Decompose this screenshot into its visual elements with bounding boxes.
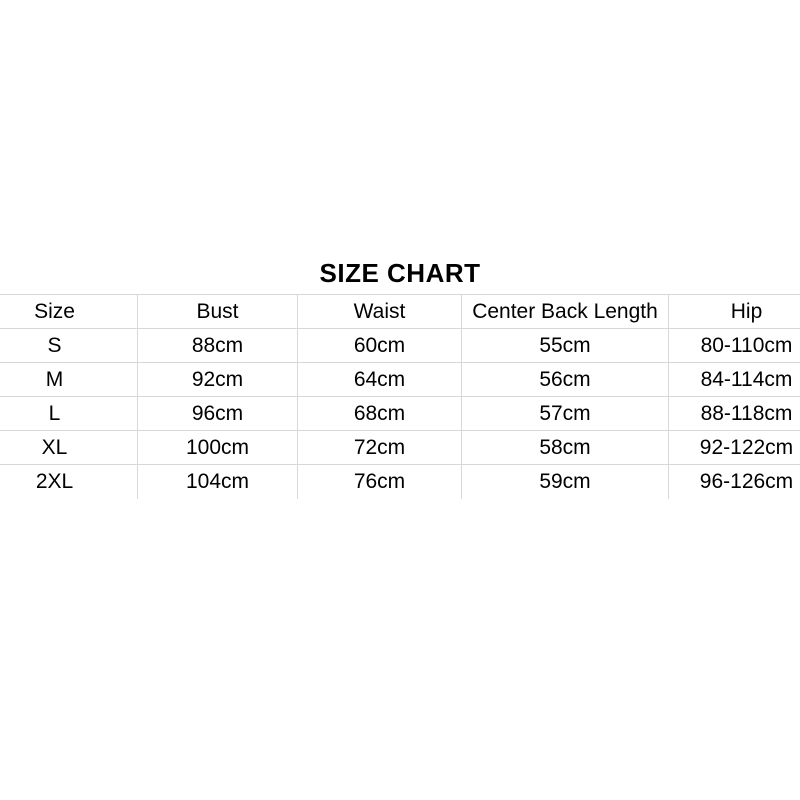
table-row (0, 465, 800, 499)
table-cell: 88cm (138, 329, 298, 362)
table-cell: 104cm (138, 465, 298, 499)
table-cell: M (0, 363, 138, 396)
table-cell: 96cm (138, 397, 298, 430)
table-cell: 59cm (462, 465, 669, 499)
table-cell: 56cm (462, 363, 669, 396)
table-cell: 68cm (298, 397, 462, 430)
column-header: Waist (298, 295, 462, 328)
table-cell: 2XL (0, 465, 138, 499)
table-row (0, 397, 800, 431)
column-header: Bust (138, 295, 298, 328)
table-cell: 57cm (462, 397, 669, 430)
table-cell: 88-118cm (700, 401, 793, 425)
table-cell: 92-122cm (699, 435, 794, 459)
page-title: SIZE CHART (319, 258, 481, 288)
table-cell: L (0, 397, 138, 430)
table-cell: 72cm (298, 431, 462, 464)
table-cell: 76cm (298, 465, 462, 499)
table-cell: 100cm (138, 431, 298, 464)
table-cell: XL (0, 431, 138, 464)
table-cell: 55cm (462, 329, 669, 362)
table-cell: 92cm (138, 363, 298, 396)
table-cell: 84-114cm (700, 367, 793, 391)
table-row (0, 329, 800, 363)
size-chart-table (0, 294, 800, 499)
table-row (0, 363, 800, 397)
table-cell: 96-126cm (699, 470, 794, 493)
table-cell: 58cm (462, 431, 669, 464)
table-header-row (0, 295, 800, 329)
table-row (0, 431, 800, 465)
column-header: Hip (730, 299, 763, 323)
column-header: Size (0, 295, 138, 328)
table-cell: 60cm (298, 329, 462, 362)
table-cell: 64cm (298, 363, 462, 396)
table-cell: S (0, 329, 138, 362)
table-cell: 80-110cm (700, 333, 793, 357)
column-header: Center Back Length (462, 295, 669, 328)
